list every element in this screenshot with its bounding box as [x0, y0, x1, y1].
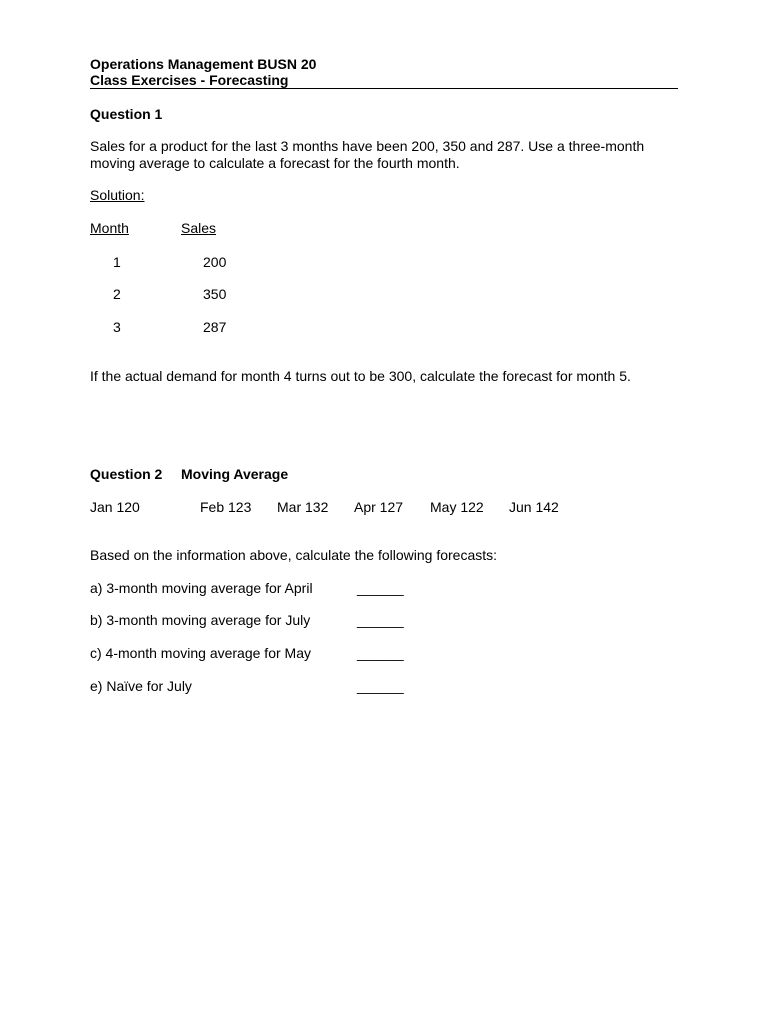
question1-prompt: Sales for a product for the last 3 months have been 200, 350 and 287. Use a three-month moving average to calculate a forecast for the fourth month.: [90, 138, 645, 171]
solution-label: Solution:: [90, 187, 145, 203]
question2-instruction: Based on the information above, calculate the following forecasts:: [90, 547, 498, 563]
answer-blank: ______: [357, 612, 404, 628]
answer-blank: ______: [357, 580, 404, 596]
monthly-sales-value: Jun 142: [509, 499, 559, 515]
table-cell-month: 1: [113, 254, 121, 270]
monthly-sales-value: Apr 127: [354, 499, 404, 515]
table-header-sales: Sales: [181, 220, 217, 236]
document-subtitle: Class Exercises - Forecasting: [90, 72, 289, 88]
answer-blank: ______: [357, 678, 404, 694]
course-title: Operations Management BUSN 20: [90, 56, 317, 72]
question2-heading: Question 2: [90, 466, 163, 482]
question1-heading: Question 1: [90, 106, 163, 122]
header-divider: [90, 88, 678, 89]
monthly-sales-value: Mar 132: [277, 499, 329, 515]
table-cell-sales: 200: [203, 254, 227, 270]
monthly-sales-value: Jan 120: [90, 499, 140, 515]
table-header-month: Month: [90, 220, 129, 236]
answer-blank: ______: [357, 645, 404, 661]
forecast-item-label: b) 3-month moving average for July: [90, 612, 311, 628]
table-cell-month: 2: [113, 286, 121, 302]
forecast-item-label: a) 3-month moving average for April: [90, 580, 313, 596]
monthly-sales-value: May 122: [430, 499, 484, 515]
monthly-sales-value: Feb 123: [200, 499, 252, 515]
forecast-item-label: c) 4-month moving average for May: [90, 645, 311, 661]
table-cell-sales: 287: [203, 319, 227, 335]
table-cell-month: 3: [113, 319, 121, 335]
forecast-item-label: e) Naïve for July: [90, 678, 192, 694]
question2-topic: Moving Average: [181, 466, 289, 482]
table-cell-sales: 350: [203, 286, 227, 302]
question1-followup: If the actual demand for month 4 turns out to be 300, calculate the forecast for month 5.: [90, 368, 631, 384]
